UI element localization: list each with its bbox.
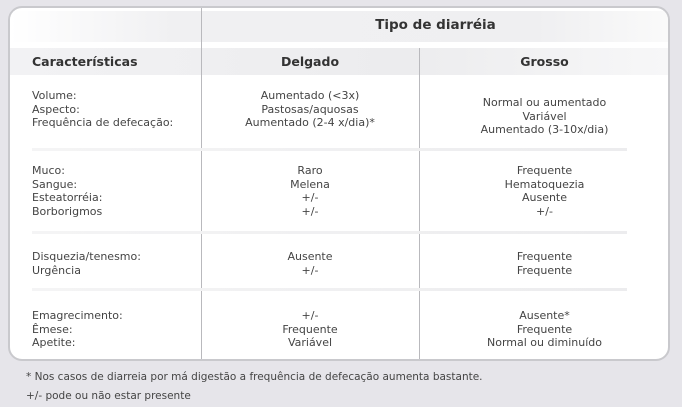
group-separator [32,288,627,291]
delgado-col [201,164,419,218]
column-header-delgado: Delgado [280,54,340,69]
row-label: Esteatorréia: [32,191,103,204]
labels-col [32,89,173,130]
row-label: Frequência de defecação: [32,116,174,129]
column-header-caracteristicas: Características [32,54,138,69]
cell-grosso: +/- [536,204,553,218]
cell-delgado: +/- [301,191,319,204]
grosso-col [419,164,670,218]
column-header-grosso: Grosso [520,54,569,69]
cell-delgado: +/- [301,309,319,322]
grosso-col [419,309,670,350]
group-separator [32,148,627,151]
cell-grosso: Ausente [521,191,568,204]
group-header-title: Tipo de diarréia [375,17,496,33]
row-label: Muco: [32,164,65,177]
cell-grosso: Frequente [516,250,573,263]
row-label: Volume: [32,89,77,102]
labels-col [32,250,141,277]
row-label: Aspecto: [32,102,80,116]
row-label: Êmese: [32,322,73,336]
row-label: Apetite: [32,336,76,349]
cell-delgado: Pastosas/aquosas [261,102,359,116]
cell-grosso: Normal ou diminuído [486,336,603,349]
row-label: Borborigmos [32,204,103,218]
cell-delgado: Melena [290,177,330,191]
table-frame [8,6,670,361]
cell-grosso: Frequente [516,263,573,277]
row-label: Sangue: [32,177,78,191]
cell-delgado: Variável [287,336,333,349]
cell-delgado: Frequente [282,322,338,336]
row-label: Urgência [32,263,81,277]
cell-grosso: Frequente [516,322,573,336]
labels-col [32,164,102,218]
row-group-1 [10,89,668,136]
delgado-col [201,250,419,277]
cell-delgado: Aumentado (2-4 x/dia)* [245,116,375,129]
delgado-col [201,309,419,350]
cell-delgado: +/- [301,204,319,218]
cell-delgado: Raro [297,164,323,177]
cell-grosso: Ausente* [519,309,570,322]
row-label: Emagrecimento: [32,309,123,322]
cell-delgado: Aumentado (<3x) [260,89,360,102]
footnote-asterisk: * Nos casos de diarreia por má digestão a frequência de defecação aumenta bastante. [26,371,483,383]
cell-grosso: Frequente [516,164,573,177]
cell-grosso: Hematoquezia [504,177,585,191]
cell-grosso: Normal ou aumentado [482,96,607,109]
grosso-col [419,250,670,277]
grosso-col [419,96,670,137]
cell-grosso: Variável [522,109,567,123]
cell-grosso: Aumentado (3-10x/dia) [480,123,609,136]
cell-delgado: Ausente [287,250,333,263]
cell-delgado: +/- [301,263,319,277]
labels-col [32,309,123,350]
footnote-plus-minus: +/- pode ou não estar presente [26,390,191,402]
delgado-col [201,89,419,130]
group-separator [32,231,627,234]
row-label: Disquezia/tenesmo: [32,250,141,263]
